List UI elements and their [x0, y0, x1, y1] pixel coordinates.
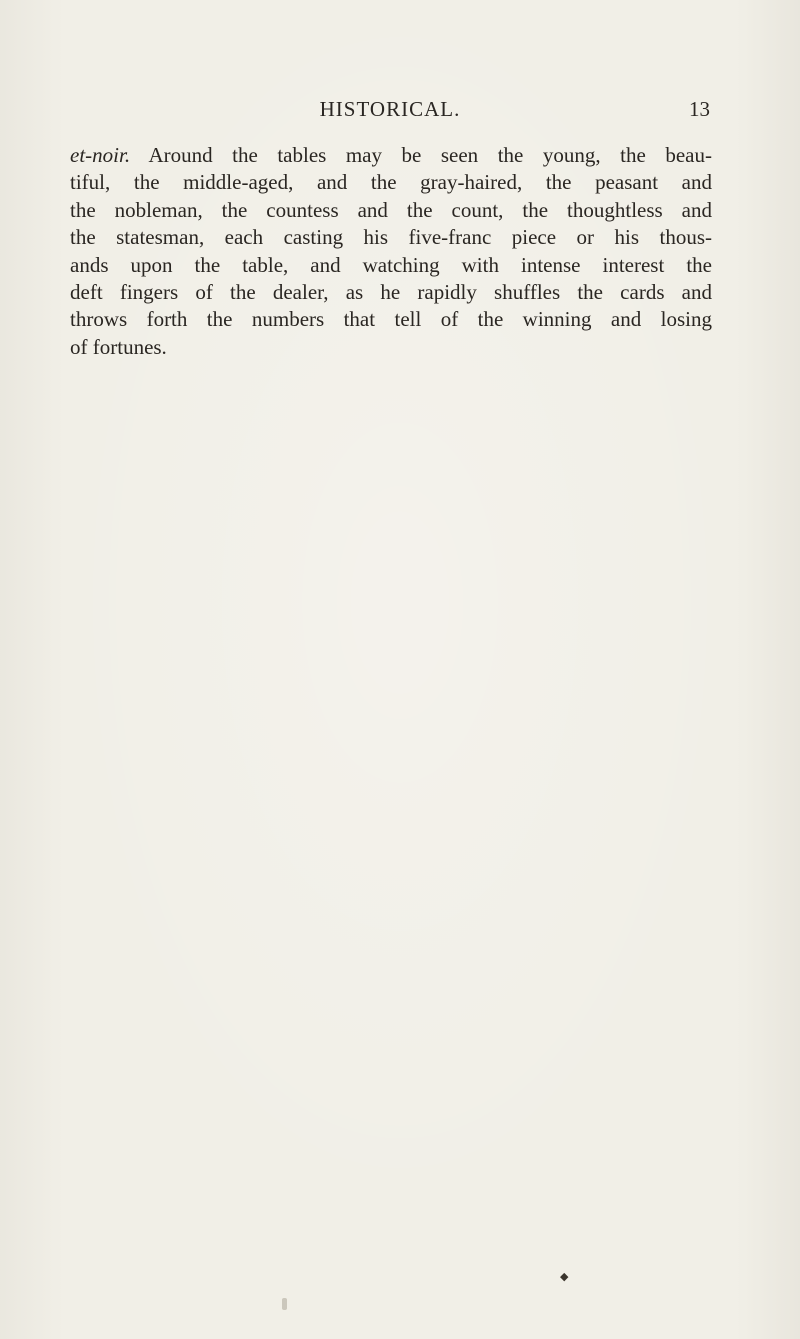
text-line-2: tiful, the middle-aged, and the gray-haired, the peasant and: [70, 170, 712, 195]
text-line-1: [70, 142, 712, 169]
text-line-6: deft fingers of the dealer, as he rapidly shuffles the cards and: [70, 280, 712, 305]
text-line-8: of fortunes.: [70, 334, 167, 359]
body-paragraph: [70, 142, 712, 361]
page-number: 13: [689, 97, 710, 121]
paper-speck: [282, 1298, 287, 1310]
running-title: HISTORICAL.: [319, 97, 461, 121]
text-line-4: the statesman, each casting his five-franc piece or his thous-: [70, 225, 712, 250]
signature-mark: ◆: [560, 1271, 569, 1283]
text-line-5: ands upon the table, and watching with intense interest the: [70, 252, 712, 277]
italic-phrase: et-noir.: [70, 143, 131, 167]
text-line-7: throws forth the numbers that tell of the winning and losing: [70, 307, 712, 332]
running-head: [70, 93, 710, 125]
text-line-3: the nobleman, the countess and the count, the thoughtless and: [70, 197, 712, 222]
text-line-1-rest: Around the tables may be seen the young, the beau-: [148, 143, 712, 167]
